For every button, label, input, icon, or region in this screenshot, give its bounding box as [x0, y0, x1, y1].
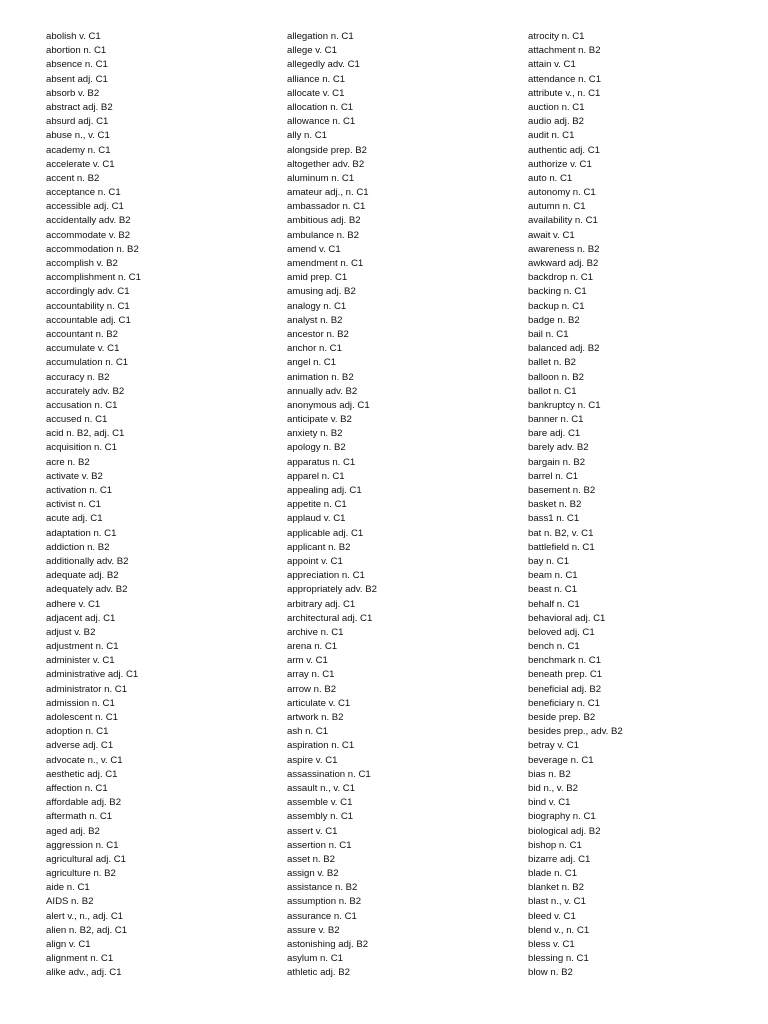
word-entry: banner n. C1 — [528, 414, 584, 426]
word-entry: amusing adj. B2 — [287, 286, 356, 298]
word-entry: beverage n. C1 — [528, 754, 594, 766]
word-entry: amateur adj., n. C1 — [287, 187, 369, 199]
word-entry: atrocity n. C1 — [528, 31, 585, 42]
word-entry: applicant n. B2 — [287, 541, 351, 553]
word-entry: assistance n. B2 — [287, 882, 358, 894]
word-entry: asset n. B2 — [287, 853, 335, 865]
word-entry: behavioral adj. C1 — [528, 612, 606, 624]
word-entry: annually adv. B2 — [287, 385, 358, 397]
word-entry: bleed v. C1 — [528, 910, 576, 922]
word-entry: awareness n. B2 — [528, 243, 600, 255]
word-entry: asylum n. C1 — [287, 953, 343, 965]
word-entry: abstract adj. B2 — [46, 101, 113, 113]
word-entry: basket n. B2 — [528, 499, 582, 511]
word-entry: backdrop n. C1 — [528, 272, 594, 284]
word-entry: blanket n. B2 — [528, 882, 585, 894]
word-entry: arbitrary adj. C1 — [287, 598, 356, 610]
word-entry: adolescent n. C1 — [46, 712, 118, 723]
word-entry: barely adv. B2 — [528, 442, 589, 454]
word-entry: anonymous adj. C1 — [287, 399, 370, 411]
word-entry: absorb v. B2 — [46, 87, 100, 99]
word-entry: backing n. C1 — [528, 286, 587, 298]
word-entry: accountable adj. C1 — [46, 314, 131, 326]
word-entry: adequately adv. B2 — [46, 584, 128, 596]
word-entry: administrator n. C1 — [46, 683, 128, 695]
word-entry: advocate n., v. C1 — [46, 754, 123, 766]
word-entry: array n. C1 — [287, 669, 335, 681]
word-entry: balanced adj. B2 — [528, 343, 600, 355]
word-entry: aged adj. B2 — [46, 825, 100, 837]
word-entry: await v. C1 — [528, 229, 575, 241]
word-entry: alien n. B2, adj. C1 — [46, 924, 128, 936]
word-entry: backup n. C1 — [528, 300, 585, 312]
word-entry: allocation n. C1 — [287, 101, 354, 113]
word-entry: apparatus n. C1 — [287, 456, 356, 468]
word-entry: blow n. B2 — [528, 967, 573, 979]
word-entry: affection n. C1 — [46, 782, 108, 794]
word-entry: bench n. C1 — [528, 641, 580, 653]
word-entry: assemble v. C1 — [287, 797, 353, 809]
word-entry: activist n. C1 — [46, 499, 101, 511]
word-entry: adaptation n. C1 — [46, 527, 117, 539]
word-entry: beneficiary n. C1 — [528, 697, 600, 709]
word-entry: accidentally adv. B2 — [46, 215, 131, 227]
word-entry: abolish v. C1 — [46, 31, 101, 42]
word-entry: betray v. C1 — [528, 740, 580, 752]
word-entry: beneficial adj. B2 — [528, 683, 602, 695]
word-entry: assassination n. C1 — [287, 768, 371, 780]
word-entry: anticipate v. B2 — [287, 414, 352, 426]
word-entry: assurance n. C1 — [287, 910, 357, 922]
word-entry: bare adj. C1 — [528, 428, 581, 440]
word-entry: bankruptcy n. C1 — [528, 399, 601, 411]
word-entry: accent n. B2 — [46, 172, 100, 184]
word-entry: academy n. C1 — [46, 144, 111, 156]
word-entry: auction n. C1 — [528, 101, 585, 113]
word-entry: blessing n. C1 — [528, 953, 589, 965]
word-entry: bargain n. B2 — [528, 456, 586, 468]
word-entry: alike adv., adj. C1 — [46, 967, 122, 979]
word-entry: allocate v. C1 — [287, 87, 345, 99]
word-entry: applaud v. C1 — [287, 513, 346, 525]
word-entry: align v. C1 — [46, 939, 91, 950]
word-entry: accuracy n. B2 — [46, 371, 110, 383]
word-entry: ballet n. B2 — [528, 357, 577, 369]
word-entry: beloved adj. C1 — [528, 626, 595, 638]
word-entry: applicable adj. C1 — [287, 527, 364, 539]
word-entry: autumn n. C1 — [528, 201, 586, 213]
word-entry: absence n. C1 — [46, 59, 108, 71]
word-entry: audit n. C1 — [528, 130, 575, 142]
word-entry: bizarre adj. C1 — [528, 853, 591, 865]
word-entry: acceptance n. C1 — [46, 187, 121, 199]
word-entry: allegation n. C1 — [287, 31, 354, 42]
word-entry: assumption n. B2 — [287, 896, 362, 908]
word-entry: accomplish v. B2 — [46, 258, 118, 269]
word-entry: acid n. B2, adj. C1 — [46, 428, 125, 440]
word-entry: architectural adj. C1 — [287, 612, 373, 624]
word-entry: altogether adv. B2 — [287, 158, 365, 170]
word-entry: bishop n. C1 — [528, 839, 582, 851]
word-entry: aesthetic adj. C1 — [46, 768, 118, 780]
word-entry: allegedly adv. C1 — [287, 59, 360, 71]
word-entry: arm v. C1 — [287, 655, 328, 667]
word-entry: amend v. C1 — [287, 243, 341, 255]
word-entry: appealing adj. C1 — [287, 485, 362, 496]
word-entry: bay n. C1 — [528, 555, 570, 567]
word-entry: accessible adj. C1 — [46, 201, 124, 213]
word-entry: accusation n. C1 — [46, 399, 118, 411]
word-entry: aftermath n. C1 — [46, 811, 113, 823]
word-entry: accumulate v. C1 — [46, 343, 120, 355]
word-entry: bias n. B2 — [528, 768, 571, 780]
word-entry: absent adj. C1 — [46, 73, 108, 85]
word-entry: administer v. C1 — [46, 655, 115, 667]
word-entry: ballot n. C1 — [528, 385, 577, 397]
word-entry: authentic adj. C1 — [528, 144, 600, 156]
word-entry: awkward adj. B2 — [528, 258, 599, 269]
word-entry: bail n. C1 — [528, 328, 569, 340]
word-entry: alliance n. C1 — [287, 73, 346, 85]
word-entry: amid prep. C1 — [287, 272, 348, 284]
word-entry: activation n. C1 — [46, 485, 113, 496]
word-entry: ambulance n. B2 — [287, 229, 359, 241]
word-entry: bid n., v. B2 — [528, 782, 578, 794]
word-entry: basement n. B2 — [528, 485, 596, 496]
word-entry: AIDS n. B2 — [46, 896, 94, 908]
word-entry: arrow n. B2 — [287, 683, 337, 695]
word-entry: accountability n. C1 — [46, 300, 130, 312]
word-entry: agricultural adj. C1 — [46, 853, 126, 865]
word-entry: behalf n. C1 — [528, 598, 580, 610]
word-entry: articulate v. C1 — [287, 697, 351, 709]
word-column-1 — [46, 30, 141, 981]
word-entry: aide n. C1 — [46, 882, 90, 894]
word-entry: appetite n. C1 — [287, 499, 347, 511]
word-entry: accommodate v. B2 — [46, 229, 131, 241]
word-entry: amendment n. C1 — [287, 258, 364, 269]
word-entry: angel n. C1 — [287, 357, 337, 369]
word-entry: acquisition n. C1 — [46, 442, 117, 454]
word-entry: additionally adv. B2 — [46, 555, 129, 567]
word-entry: aluminum n. C1 — [287, 172, 355, 184]
word-entry: absurd adj. C1 — [46, 116, 109, 128]
word-entry: ally n. C1 — [287, 130, 327, 142]
word-entry: adjustment n. C1 — [46, 641, 119, 653]
word-entry: assault n., v. C1 — [287, 782, 356, 794]
word-entry: beam n. C1 — [528, 570, 578, 582]
word-entry: blade n. C1 — [528, 868, 578, 880]
word-entry: archive n. C1 — [287, 626, 344, 638]
word-entry: beside prep. B2 — [528, 712, 596, 723]
word-entry: accelerate v. C1 — [46, 158, 115, 170]
word-entry: addiction n. B2 — [46, 541, 110, 553]
word-entry: aggression n. C1 — [46, 839, 119, 851]
word-entry: aspire v. C1 — [287, 754, 338, 766]
word-entry: ambassador n. C1 — [287, 201, 366, 213]
word-entry: attachment n. B2 — [528, 45, 601, 57]
word-entry: battlefield n. C1 — [528, 541, 595, 553]
word-entry: bat n. B2, v. C1 — [528, 527, 594, 539]
word-entry: alert v., n., adj. C1 — [46, 910, 124, 922]
word-entry: attendance n. C1 — [528, 73, 602, 85]
word-entry: accommodation n. B2 — [46, 243, 139, 255]
word-entry: adhere v. C1 — [46, 598, 101, 610]
word-entry: artwork n. B2 — [287, 712, 344, 723]
word-entry: blend v., n. C1 — [528, 924, 590, 936]
word-entry: athletic adj. B2 — [287, 967, 350, 979]
word-entry: astonishing adj. B2 — [287, 939, 369, 950]
word-entry: assertion n. C1 — [287, 839, 352, 851]
word-entry: accountant n. B2 — [46, 328, 119, 340]
word-entry: biological adj. B2 — [528, 825, 601, 837]
word-entry: blast n., v. C1 — [528, 896, 586, 908]
word-entry: bless v. C1 — [528, 939, 575, 950]
word-entry: allege v. C1 — [287, 45, 337, 57]
word-entry: authorize v. C1 — [528, 158, 592, 170]
word-entry: administrative adj. C1 — [46, 669, 139, 681]
word-entry: auto n. C1 — [528, 172, 573, 184]
word-entry: appreciation n. C1 — [287, 570, 365, 582]
word-entry: analyst n. B2 — [287, 314, 343, 326]
word-entry: alongside prep. B2 — [287, 144, 368, 156]
word-entry: assure v. B2 — [287, 924, 340, 936]
word-entry: animation n. B2 — [287, 371, 354, 383]
word-entry: accurately adv. B2 — [46, 385, 125, 397]
word-entry: attribute v., n. C1 — [528, 87, 601, 99]
word-entry: barrel n. C1 — [528, 470, 579, 482]
word-entry: besides prep., adv. B2 — [528, 726, 623, 738]
word-entry: allowance n. C1 — [287, 116, 356, 128]
word-entry: badge n. B2 — [528, 314, 580, 326]
word-entry: accordingly adv. C1 — [46, 286, 130, 298]
word-entry: audio adj. B2 — [528, 116, 585, 128]
word-entry: acute adj. C1 — [46, 513, 103, 525]
word-entry: accumulation n. C1 — [46, 357, 129, 369]
word-entry: availability n. C1 — [528, 215, 598, 227]
word-entry: benchmark n. C1 — [528, 655, 602, 667]
word-entry: beneath prep. C1 — [528, 669, 603, 681]
word-entry: adverse adj. C1 — [46, 740, 114, 752]
word-entry: abuse n., v. C1 — [46, 130, 110, 142]
word-entry: adoption n. C1 — [46, 726, 109, 738]
word-entry: affordable adj. B2 — [46, 797, 122, 809]
word-entry: agriculture n. B2 — [46, 868, 116, 880]
word-entry: anxiety n. B2 — [287, 428, 343, 440]
word-entry: aspiration n. C1 — [287, 740, 355, 752]
word-column-3 — [528, 30, 623, 981]
word-entry: activate v. B2 — [46, 470, 103, 482]
word-entry: ancestor n. B2 — [287, 328, 349, 340]
word-entry: ash n. C1 — [287, 726, 329, 738]
word-entry: adequate adj. B2 — [46, 570, 119, 582]
word-entry: adjacent adj. C1 — [46, 612, 116, 624]
word-entry: attain v. C1 — [528, 59, 576, 71]
word-column-2 — [287, 30, 377, 981]
word-entry: analogy n. C1 — [287, 300, 347, 312]
word-entry: biography n. C1 — [528, 811, 596, 823]
word-entry: alignment n. C1 — [46, 953, 114, 965]
word-entry: assign v. B2 — [287, 868, 339, 880]
word-entry: arena n. C1 — [287, 641, 338, 653]
word-entry: beast n. C1 — [528, 584, 578, 596]
word-entry: appoint v. C1 — [287, 555, 343, 567]
word-entry: assert v. C1 — [287, 825, 338, 837]
word-entry: bind v. C1 — [528, 797, 571, 809]
word-entry: accomplishment n. C1 — [46, 272, 141, 284]
word-entry: ambitious adj. B2 — [287, 215, 361, 227]
word-entry: apology n. B2 — [287, 442, 346, 454]
word-entry: autonomy n. C1 — [528, 187, 596, 199]
word-entry: appropriately adv. B2 — [287, 584, 377, 596]
word-entry: apparel n. C1 — [287, 470, 345, 482]
word-entry: adjust v. B2 — [46, 626, 96, 638]
word-entry: admission n. C1 — [46, 697, 115, 709]
word-entry: acre n. B2 — [46, 456, 90, 468]
word-entry: abortion n. C1 — [46, 45, 107, 57]
word-entry: anchor n. C1 — [287, 343, 342, 355]
word-entry: accused n. C1 — [46, 414, 108, 426]
word-entry: balloon n. B2 — [528, 371, 585, 383]
word-entry: bass1 n. C1 — [528, 513, 580, 525]
word-entry: assembly n. C1 — [287, 811, 354, 823]
